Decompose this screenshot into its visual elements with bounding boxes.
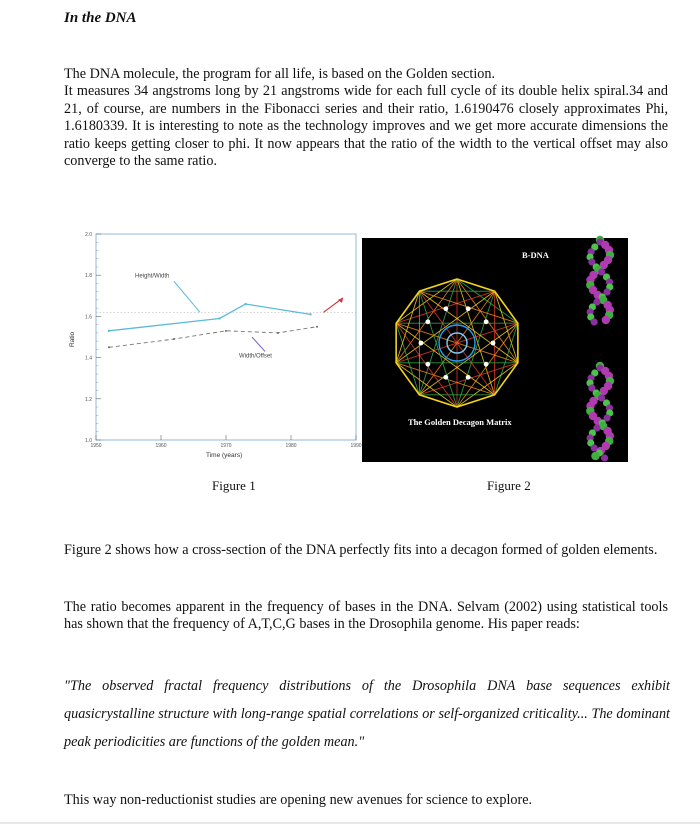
series-point (277, 332, 279, 334)
intro-line-1: The DNA molecule, the program for all life, is based on the Golden section. (64, 66, 496, 82)
y-tick-label: 1.0 (85, 438, 92, 444)
intro-line-2: It measures 34 angstroms long by 21 angstroms wide for each full cycle of its double helix spiral.34 and 21, of course, are numbers in the Fibonacci series and their ratio, 1.6190476 closely approximates Phi, 1.6180339. It is interesting to note as the technology improves and we get more accurate dimensions the ratio keeps getting closer to phi. It now appears that the ratio of the width to the vertical offset may also converge to the same ratio. (64, 83, 668, 170)
series-point (244, 303, 246, 305)
x-tick-label: 1990 (350, 443, 362, 449)
figure2-image (362, 238, 628, 462)
closing-paragraph: This way non-reductionist studies are opening new avenues for science to explore. (64, 792, 533, 808)
helix-atom (601, 454, 608, 461)
decagon-chord (396, 323, 419, 395)
x-tick-label: 1960 (155, 443, 167, 449)
annotation-height-width: Height/Width (135, 273, 170, 280)
x-tick-label: 1980 (285, 443, 297, 449)
figure1-chart (66, 228, 362, 468)
section-heading: In the DNA (64, 10, 137, 26)
decagon-node (419, 341, 424, 346)
y-axis-label: Ratio (69, 331, 76, 347)
decagon-chord (396, 363, 457, 407)
width-offset-pointer (252, 337, 265, 351)
height-width-pointer (174, 281, 200, 312)
decagon-node (484, 319, 489, 324)
x-axis-label: Time (years) (206, 452, 243, 459)
series-point (173, 338, 175, 340)
dna-helix-top (586, 236, 614, 326)
y-tick-label: 1.2 (85, 396, 92, 403)
annotation-width-offset: Width/Offset (239, 353, 272, 360)
chart-series (108, 298, 343, 348)
trend-arrow-head (338, 298, 343, 303)
decagon-node (466, 306, 471, 311)
series-point (108, 346, 110, 348)
selvam-paragraph: The ratio becomes apparent in the frequency of bases in the DNA. Selvam (2002) using statistical tools has shown that the frequency of A,T,C,G bases in the Drosophila genome. His paper reads: (64, 599, 668, 633)
quoted-passage: "The observed fractal frequency distributions of the Drosophila DNA base sequences exhibit quasicrystalline structure with long-range spatial correlations or self-organized criticality... The dominant peak periodicities are functions of the golden mean." (64, 678, 670, 750)
decagon-matrix-graphic (362, 238, 628, 462)
x-tick-label: 1970 (220, 443, 232, 449)
figure2-caption: Figure 2 (487, 478, 531, 493)
decagon-node (484, 362, 489, 367)
y-tick-label: 1.4 (85, 355, 92, 362)
series-point (218, 317, 220, 319)
golden-decagon (396, 279, 518, 407)
b-dna-label: B-DNA (522, 250, 549, 260)
series-height-width-line (109, 304, 311, 331)
intro-paragraph (64, 66, 668, 170)
x-tick-label: 1950 (90, 443, 102, 449)
series-point (225, 330, 227, 332)
annotation-pointers (174, 281, 265, 351)
helix-atom (591, 452, 599, 460)
helix-atom (591, 318, 598, 325)
dna-helix-bottom (586, 362, 614, 462)
decagon-chord (396, 291, 419, 363)
decagon-chord (419, 291, 457, 407)
series-point (316, 326, 318, 328)
decagon-node (466, 375, 471, 380)
y-tick-label: 1.8 (85, 273, 92, 280)
chart-frame (96, 234, 356, 440)
plot-border (96, 234, 356, 440)
decagon-node (425, 319, 430, 324)
x-tick-labels (90, 435, 361, 449)
decagon-matrix-label: The Golden Decagon Matrix (408, 417, 512, 427)
decagon-node (491, 341, 496, 346)
figure1-caption: Figure 1 (212, 478, 256, 493)
figure2-paragraph: Figure 2 shows how a cross-section of the DNA perfectly fits into a decagon formed of golden elements. (64, 542, 658, 558)
decagon-node (425, 362, 430, 367)
y-tick-label: 1.6 (85, 314, 92, 321)
series-point (108, 330, 110, 332)
y-tick-labels (85, 232, 101, 444)
decagon-node (443, 306, 448, 311)
page-bottom-edge (0, 822, 700, 824)
helix-atom (602, 316, 610, 324)
series-width-offset-line (109, 327, 317, 348)
decagon-node (443, 375, 448, 380)
series-point (309, 313, 311, 315)
y-tick-label: 2.0 (85, 232, 92, 238)
